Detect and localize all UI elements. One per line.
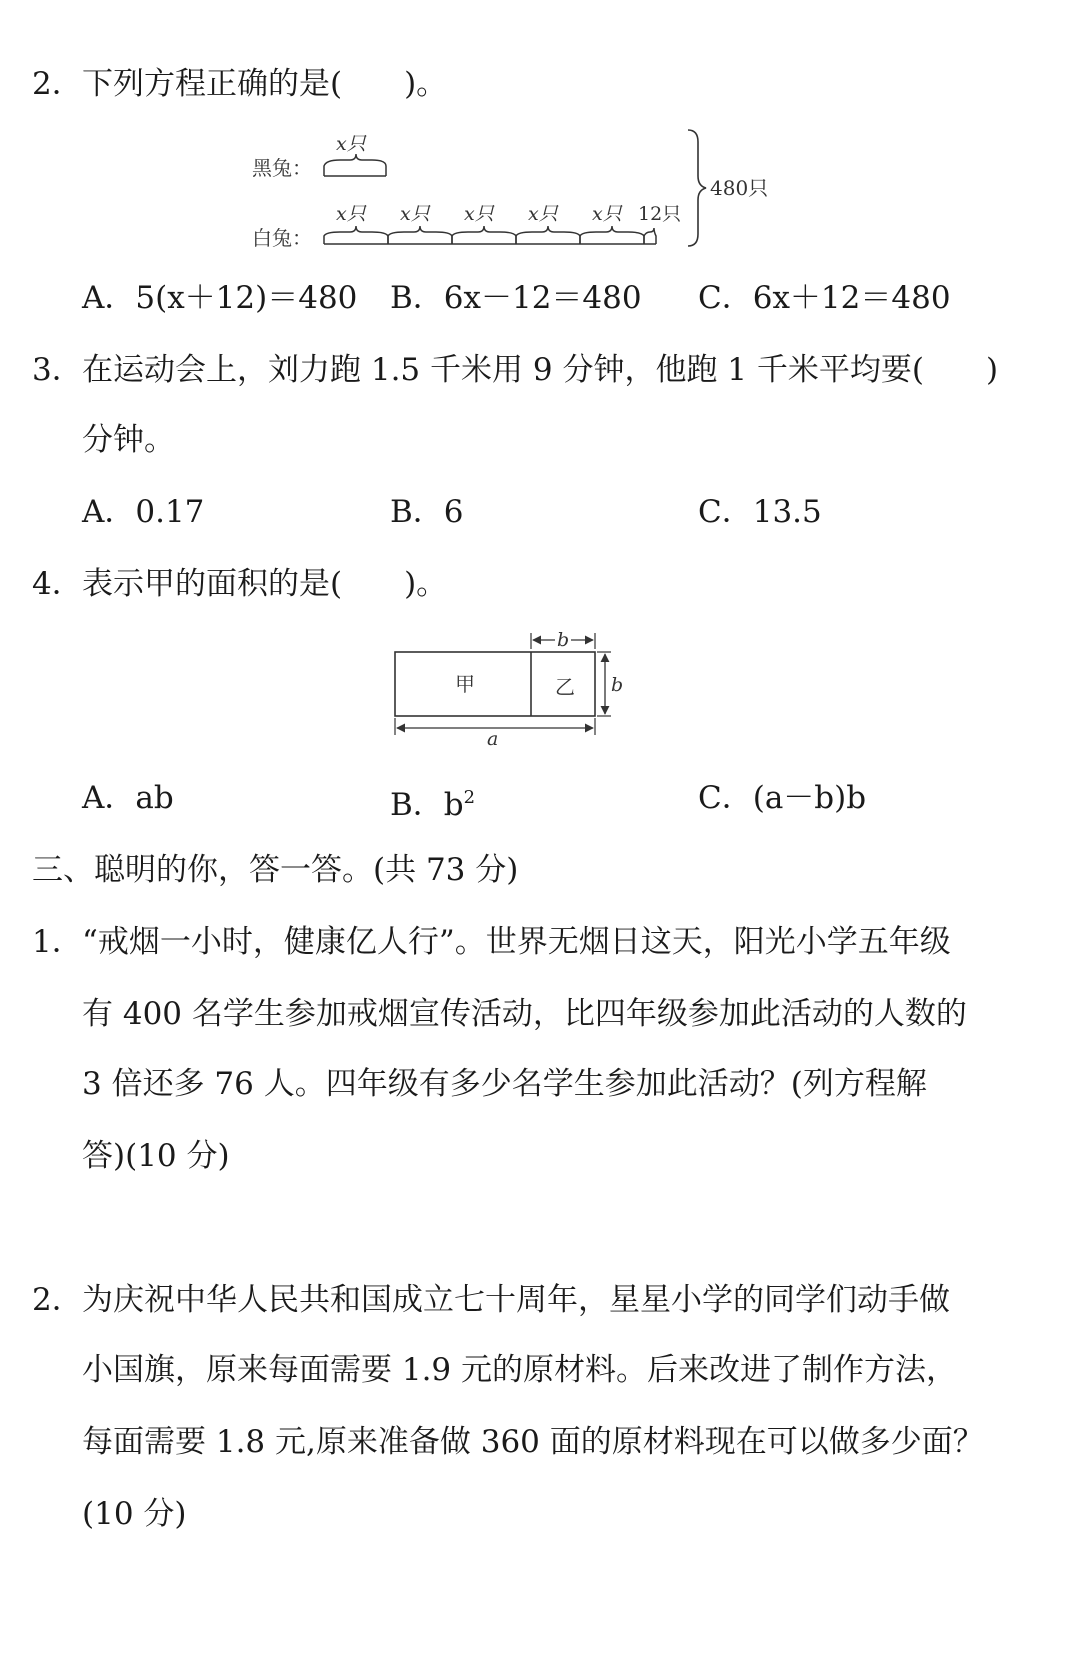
rectangle-diagram xyxy=(385,625,645,755)
q3-number: 3． xyxy=(32,352,83,388)
q4-option-c[interactable]: C．(a－b)b xyxy=(698,780,867,816)
top-b-label: b xyxy=(557,629,570,651)
q2-text: 下列方程正确的是( )。 xyxy=(82,66,448,102)
q4-option-b[interactable] xyxy=(390,778,475,825)
q4-number: 4． xyxy=(32,566,83,602)
total-label: 480只 xyxy=(710,176,769,200)
q4-option-b-exponent: 2 xyxy=(463,787,476,808)
total-brace xyxy=(688,130,706,246)
white-x-label-2: x只 xyxy=(400,203,430,225)
p2-line1: 为庆祝中华人民共和国成立七十周年，星星小学的同学们动手做 xyxy=(82,1282,950,1318)
p2-line4: (10 分) xyxy=(82,1496,187,1532)
p1-number: 1． xyxy=(32,924,83,960)
white-x-label-4: x只 xyxy=(528,203,558,225)
side-b-label: b xyxy=(611,674,624,696)
p1-line1: “戒烟一小时，健康亿人行”。世界无烟日这天，阳光小学五年级 xyxy=(82,924,951,960)
q3-option-b[interactable]: B．6 xyxy=(390,494,464,530)
jia-label: 甲 xyxy=(455,672,475,696)
white-x-label-3: x只 xyxy=(464,203,494,225)
p1-line2: 有 400 名学生参加戒烟宣传活动，比四年级参加此活动的人数的 xyxy=(82,996,967,1032)
p1-line3: 3 倍还多 76 人。四年级有多少名学生参加此活动？(列方程解 xyxy=(82,1066,927,1102)
black-bracket xyxy=(324,154,386,176)
yi-label: 乙 xyxy=(555,675,575,699)
rabbit-diagram xyxy=(240,120,800,260)
extra-12-label: 12只 xyxy=(638,203,682,225)
p2-line3: 每面需要 1.8 元,原来准备做 360 面的原材料现在可以做多少面？ xyxy=(82,1424,984,1460)
white-x-label-1: x只 xyxy=(336,203,366,225)
white-x-label-5: x只 xyxy=(592,203,622,225)
q4-option-b-base: B．b xyxy=(390,787,464,823)
q3-line2: 分钟。 xyxy=(82,422,175,458)
q3-option-a[interactable]: A．0.17 xyxy=(82,494,205,530)
q4-option-a[interactable]: A．ab xyxy=(82,780,174,816)
q2-number: 2． xyxy=(32,66,83,102)
p2-number: 2． xyxy=(32,1282,83,1318)
black-rabbit-label: 黑兔： xyxy=(252,156,312,180)
p2-line2: 小国旗，原来每面需要 1.9 元的原材料。后来改进了制作方法， xyxy=(82,1352,958,1388)
white-rabbit-label: 白兔： xyxy=(252,226,312,250)
q3-option-c[interactable]: C．13.5 xyxy=(698,494,822,530)
q2-option-a[interactable]: A．5(x＋12)＝480 xyxy=(82,280,358,316)
q2-option-c[interactable]: C．6x＋12＝480 xyxy=(698,280,951,316)
q4-text: 表示甲的面积的是( )。 xyxy=(82,566,448,602)
section3-heading: 三、聪明的你，答一答。(共 73 分) xyxy=(32,852,519,888)
bottom-a-label: a xyxy=(487,728,499,750)
p1-line4: 答)(10 分) xyxy=(82,1138,230,1174)
q2-option-b[interactable]: B．6x－12＝480 xyxy=(390,280,642,316)
q3-line1: 在运动会上，刘力跑 1.5 千米用 9 分钟，他跑 1 千米平均要( ) xyxy=(82,352,999,388)
black-x-label: x只 xyxy=(336,133,366,155)
